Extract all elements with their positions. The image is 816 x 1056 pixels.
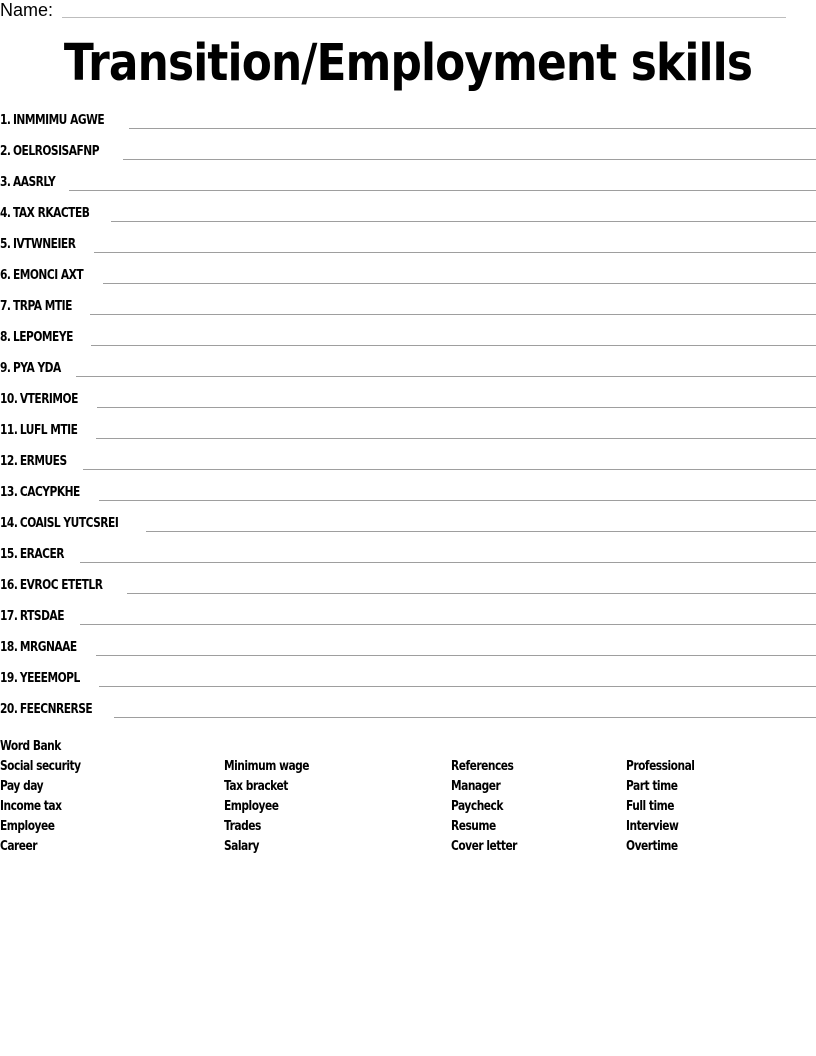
scrambled-word: VTERIMOE [19,392,78,407]
question-number: 11. [0,423,18,438]
scrambled-word: YEEEMOPL [19,671,80,686]
answer-line[interactable] [96,640,816,656]
scrambled-word: ERACER [19,547,64,562]
worksheet-title: Transition/Employment skills [63,34,753,93]
question-text [0,547,64,563]
question-number: 20. [0,702,18,717]
question-row [0,671,816,702]
word-bank-column-4 [626,759,710,859]
question-row [0,268,816,299]
name-label: Name: [0,0,54,20]
question-text [0,671,80,687]
word-bank-item: Professional [626,759,695,774]
scrambled-word: OELROSISAFNP [12,144,100,159]
question-row [0,516,816,547]
question-number: 10. [0,392,18,407]
word-bank-item: Social security [0,759,81,774]
scrambled-word: RTSDAE [19,609,64,624]
question-row [0,609,816,640]
question-number: 12. [0,454,18,469]
question-text [0,485,80,501]
word-bank-item: Trades [224,819,261,834]
answer-line[interactable] [83,454,816,470]
question-number: 15. [0,547,18,562]
word-bank-item: Career [0,839,38,854]
answer-line[interactable] [146,516,816,532]
answer-line[interactable] [99,671,816,687]
word-bank-item: Pay day [0,779,44,794]
word-bank-item: References [451,759,514,774]
scrambled-word: TRPA MTIE [12,299,72,314]
question-number: 1. [0,113,11,128]
name-row [0,0,790,20]
question-text [0,423,77,439]
question-row [0,578,816,609]
scrambled-word: IVTWNEIER [12,237,76,252]
question-row [0,113,816,144]
scrambled-word: LUFL MTIE [19,423,78,438]
scrambled-word: EMONCI AXT [12,268,84,283]
scrambled-word: AASRLY [12,175,56,190]
word-bank-item: Minimum wage [224,759,310,774]
question-number: 14. [0,516,18,531]
answer-line[interactable] [114,702,816,718]
question-number: 8. [0,330,11,345]
question-text [0,330,73,346]
word-bank-item: Manager [451,779,501,794]
answer-line[interactable] [80,547,816,563]
question-row [0,640,816,671]
question-number: 9. [0,361,11,376]
question-number: 4. [0,206,11,221]
scrambled-word: LEPOMEYE [12,330,73,345]
answer-line[interactable] [69,175,816,191]
answer-line[interactable] [123,144,816,160]
word-bank-item: Cover letter [451,839,517,854]
question-row [0,175,816,206]
question-row [0,485,816,516]
word-bank-item: Employee [0,819,55,834]
scrambled-word: MRGNAAE [19,640,77,655]
word-bank-item: Resume [451,819,496,834]
question-number: 16. [0,578,18,593]
question-text [0,392,78,408]
answer-line[interactable] [94,237,816,253]
word-bank-item: Overtime [626,839,678,854]
answer-line[interactable] [111,206,816,222]
question-number: 5. [0,237,11,252]
word-bank-item: Part time [626,779,678,794]
question-row [0,237,816,268]
word-bank-item: Paycheck [451,799,503,814]
word-bank-item: Full time [626,799,675,814]
answer-line[interactable] [96,423,816,439]
scrambled-word: CACYPKHE [19,485,80,500]
question-text [0,206,89,222]
question-row [0,144,816,175]
answer-line[interactable] [129,113,816,129]
question-row [0,702,816,733]
question-text [0,702,92,718]
question-number: 19. [0,671,18,686]
answer-line[interactable] [99,485,816,501]
question-text [0,578,102,594]
scrambled-word: COAISL YUTCSREI [19,516,119,531]
question-row [0,423,816,454]
scrambled-word: ERMUES [19,454,67,469]
answer-line[interactable] [80,609,816,625]
word-bank-item: Employee [224,799,279,814]
question-row [0,299,816,330]
scrambled-word: INMMIMU AGWE [12,113,105,128]
scrambled-word: EVROC ETETLR [19,578,103,593]
question-text [0,640,77,656]
name-answer-line[interactable] [62,17,786,18]
question-number: 13. [0,485,18,500]
word-bank-column-1 [0,759,98,859]
answer-line[interactable] [90,299,816,315]
question-row [0,454,816,485]
word-bank-item: Interview [626,819,679,834]
word-bank-column-3 [451,759,531,859]
scrambled-word: FEECNRERSE [19,702,93,717]
question-text [0,299,72,315]
word-bank-item: Income tax [0,799,62,814]
question-text [0,454,67,470]
question-number: 18. [0,640,18,655]
question-number: 6. [0,268,11,283]
question-number: 7. [0,299,11,314]
word-bank-item: Salary [224,839,259,854]
word-bank-title: Word Bank [0,739,61,754]
question-number: 17. [0,609,18,624]
question-number: 3. [0,175,11,190]
answer-line[interactable] [103,268,816,284]
question-text [0,113,104,129]
answer-line[interactable] [97,392,816,408]
question-text [0,361,61,377]
question-text [0,268,83,284]
question-row [0,547,816,578]
question-row [0,361,816,392]
question-row [0,330,816,361]
question-text [0,516,118,532]
question-number: 2. [0,144,11,159]
answer-line[interactable] [127,578,816,594]
answer-line[interactable] [91,330,816,346]
answer-line[interactable] [76,361,816,377]
scrambled-word: PYA YDA [12,361,61,376]
question-text [0,175,55,191]
word-bank-item: Tax bracket [224,779,288,794]
question-text [0,237,75,253]
question-text [0,609,64,625]
question-list [0,113,816,733]
scrambled-word: TAX RKACTEB [12,206,90,221]
question-text [0,144,99,160]
word-bank-column-2 [224,759,328,859]
question-row [0,392,816,423]
question-row [0,206,816,237]
